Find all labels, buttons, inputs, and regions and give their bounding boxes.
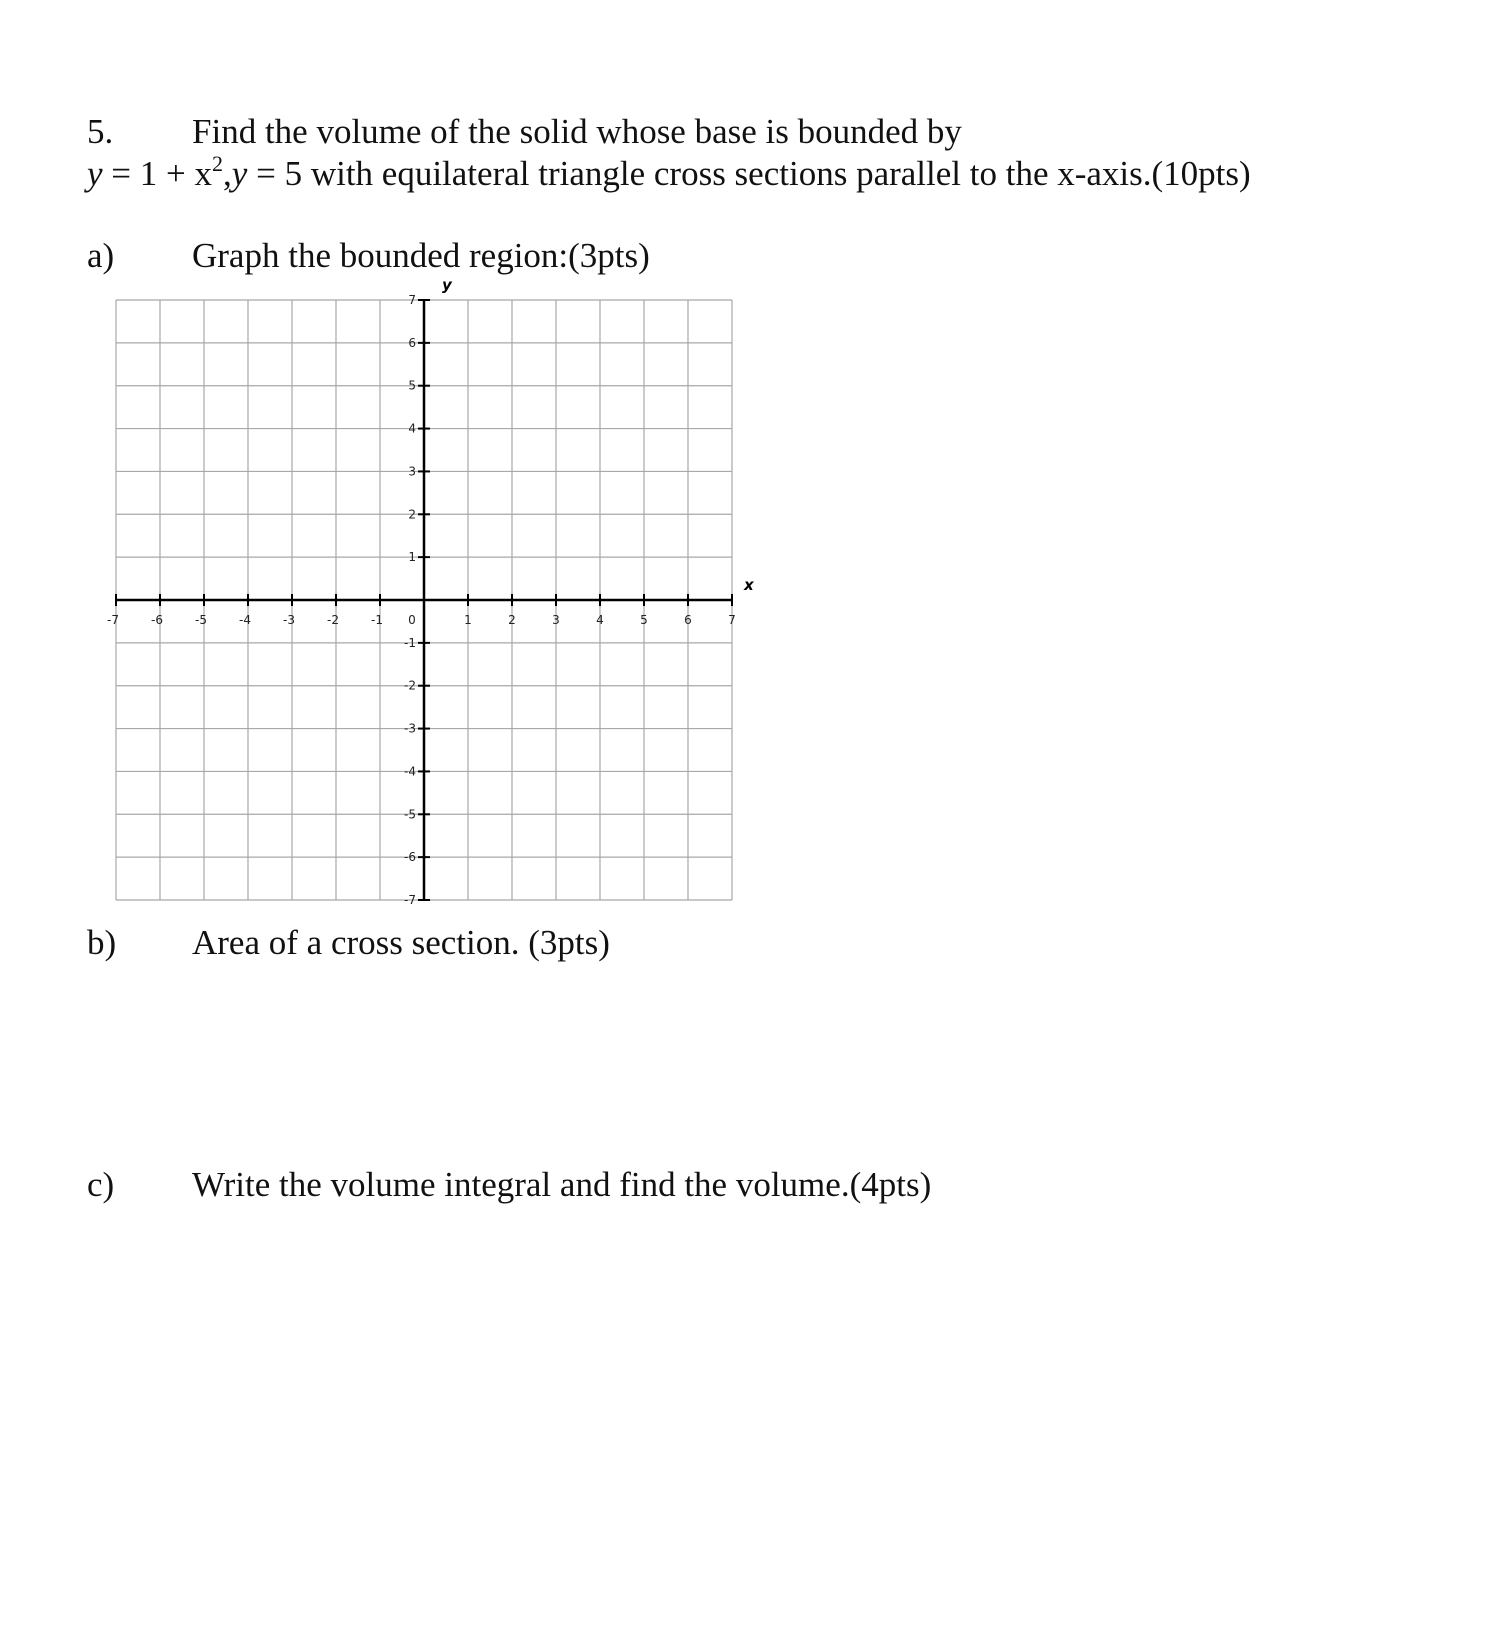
- y-axis-label: y: [442, 276, 452, 294]
- y-tick-label: 5: [408, 378, 416, 393]
- y-tick-label: 1: [408, 550, 416, 565]
- y-tick-label: 7: [408, 293, 416, 307]
- y-tick-label: 2: [408, 507, 416, 522]
- x-tick-label: 5: [640, 613, 648, 627]
- part-b-text: Area of a cross section. (3pts): [192, 923, 610, 962]
- x-tick-label: -4: [239, 613, 251, 627]
- y-tick-label: -5: [404, 807, 416, 822]
- y-tick-label: -1: [404, 635, 416, 650]
- x-axis-label: x: [744, 576, 754, 594]
- eq-exponent: 2: [212, 151, 224, 176]
- part-a-label: a): [87, 236, 115, 275]
- y-tick-label: -6: [404, 850, 416, 865]
- coordinate-grid: [100, 270, 780, 910]
- x-tick-label: -2: [327, 613, 339, 627]
- y-tick-label: 3: [408, 464, 416, 479]
- x-tick-label: -6: [151, 613, 163, 627]
- x-tick-label: -3: [283, 613, 295, 627]
- y-tick-label: 6: [408, 335, 416, 350]
- eq-y1: y: [87, 154, 103, 193]
- eq-comma: ,: [223, 154, 232, 193]
- x-tick-label: 3: [552, 613, 560, 627]
- problem-equation-line: [87, 151, 1251, 193]
- part-c-label: c): [87, 1165, 115, 1204]
- eq-rest: = 5 with equilateral triangle cross sections parallel to the x-axis.(10pts): [247, 154, 1251, 193]
- x-tick-label: -7: [107, 613, 119, 627]
- x-tick-label: 6: [684, 613, 692, 627]
- y-tick-label: -3: [404, 721, 416, 736]
- x-tick-label: 1: [464, 613, 472, 627]
- y-tick-label: -4: [404, 764, 416, 779]
- eq-part1: = 1 + x: [102, 154, 213, 193]
- part-c-text: Write the volume integral and find the volume.(4pts): [192, 1165, 932, 1204]
- y-tick-label: -7: [404, 893, 416, 907]
- part-a-text: Graph the bounded region:(3pts): [192, 236, 650, 275]
- x-tick-label: -5: [195, 613, 207, 627]
- eq-y2: y: [231, 154, 248, 193]
- x-tick-label: 4: [596, 613, 604, 627]
- y-tick-label: -2: [404, 678, 416, 693]
- x-tick-label: 0: [408, 613, 416, 627]
- problem-number: 5.: [87, 112, 114, 151]
- x-tick-label: -1: [371, 613, 383, 627]
- x-tick-label: 2: [508, 613, 516, 627]
- part-b-label: b): [87, 923, 117, 962]
- problem-title: Find the volume of the solid whose base is bounded by: [192, 112, 962, 151]
- y-tick-label: 4: [408, 421, 416, 436]
- x-tick-label: 7: [728, 613, 736, 627]
